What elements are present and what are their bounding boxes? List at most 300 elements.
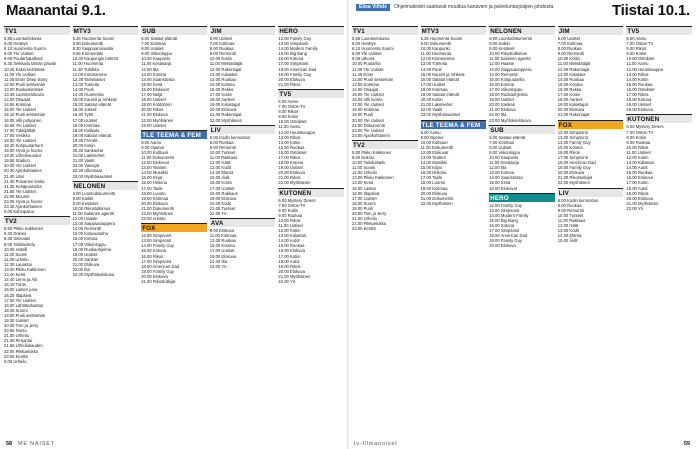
program-listing: 21.55 Yle Uutiset [4, 188, 36, 194]
program-listing: 15.00 Kotipuutarha [489, 76, 525, 82]
program-listing: 10.00 Kaupunki [420, 46, 450, 52]
program-listing: 15.00 Äidit [209, 175, 230, 181]
program-listing: 11.45 Enter Deep Story [4, 76, 48, 82]
program-listing: 13.40 Kesä [4, 272, 26, 278]
program-listing: 13.00 Rikos [626, 71, 649, 77]
schedule-column [558, 24, 624, 435]
program-listing: 21.00 Elokuva [489, 107, 516, 113]
program-listing: 17.00 Neljä [141, 92, 163, 98]
program-listing: 15.30 Salatut elämät [72, 102, 112, 108]
program-listing: 18.00 Uutiset [141, 97, 166, 103]
program-listing: 20.30 Sankaritar [72, 148, 104, 154]
program-listing: 16.55 Yle Uutiset [4, 122, 36, 128]
channel-header: HERO [278, 26, 344, 35]
program-listing: 20.00 Elokuva [557, 170, 585, 176]
program-listing: 18.00 Yle Uutiset [4, 137, 36, 143]
program-listing: 19.00 Rikos [278, 263, 301, 269]
program-listing: 19.00 Puoli [352, 205, 373, 211]
left-page-footer [6, 438, 342, 447]
program-listing: 13.00 Kalastus [626, 160, 655, 166]
program-listing: 15.00 Kirjat [141, 175, 163, 181]
program-listing: 19.30 Frendit [72, 137, 98, 143]
program-listing: 12.00 Huutokauppa [626, 66, 663, 72]
program-listing: 11.00 Uutiset [278, 223, 303, 228]
left-day-title: Maanantai 9.1. [6, 2, 106, 19]
program-listing: 19.00 Uutiset [72, 251, 98, 257]
program-listing: 12.00 Häät [557, 223, 579, 228]
program-listing: 22.30 Ulkomaat [72, 168, 102, 174]
program-listing: 7.00 Ostos-TV [626, 129, 654, 135]
program-listing: 19.00 Uutiset [489, 97, 514, 103]
program-listing: 6.00 Aamu [626, 36, 647, 41]
program-listing: 12.00 Haaste [72, 216, 98, 222]
program-listing: 21.00 Myöhäinen [626, 200, 659, 206]
program-listing: 22.00 Ilta [489, 112, 507, 118]
program-listing: 13.00 Saippuaooppera [72, 221, 115, 227]
program-listing: 17.00 Simpsonit [489, 228, 520, 234]
program-listing: 9.35 Sinivalas [4, 236, 31, 242]
program-listing: 8.00 Aamu [420, 129, 441, 135]
program-listing: 9.00 Kotiin [278, 114, 299, 120]
program-listing: 15.00 Ruokaa [278, 243, 305, 249]
program-listing: 17.00 Uutiset [209, 185, 235, 191]
program-listing: 12.00 Elokuvat [141, 160, 169, 166]
program-listing: 23.00 Kenttä [352, 226, 376, 232]
program-listing: 20.00 Elokuva [420, 190, 448, 196]
program-listing: 18.00 Kotimaa [420, 86, 448, 92]
program-listing: 21.00 Dokumentti [352, 122, 385, 128]
left-schedule-columns [4, 24, 344, 435]
program-listing: 12.00 Häät [209, 160, 231, 166]
program-listing: 21.00 Myöhäinen [278, 273, 311, 279]
program-listing: 13.00 Kalastus [557, 71, 586, 77]
program-listing: 12.00 Simpsonit [141, 233, 172, 239]
program-listing: 8.00 Ruokaa [557, 46, 582, 52]
program-listing: 21.00 Tunteet [209, 205, 236, 211]
program-listing: 6.00 Luontodokumentti [72, 190, 116, 196]
program-listing: 9.00 Elokuva [209, 228, 234, 234]
program-listing: 19.00 Kalastajat [557, 102, 588, 108]
program-listing: 21.00 Dokumentti [141, 205, 175, 211]
program-listing: 21.30 Punainen lanka [4, 178, 45, 184]
program-listing: 18.00 Aarteet [209, 97, 235, 103]
program-listing: 19.00 Kotimaa [420, 185, 448, 191]
program-listing: 18.00 Ruokaohjelma [489, 92, 528, 98]
program-listing: 13.00 Simpsonit [557, 134, 588, 140]
program-listing: 15.00 Kotipuutarha [72, 231, 108, 237]
program-listing: 18.00 Luonto [141, 190, 166, 196]
program-listing: 10.00 Ostokset [626, 56, 655, 62]
program-listing: 6.00 Kodin kunnostus [557, 197, 599, 203]
right-schedule-columns [352, 24, 692, 435]
program-listing: 15.00 Kotona [557, 81, 583, 87]
program-listing: 14.00 Kesä [352, 180, 374, 186]
channel-header: AVA [210, 218, 276, 227]
program-listing: 21.00 Elokuva [141, 112, 168, 118]
program-listing: 9.00 Dokumentti [420, 41, 452, 47]
program-listing: 23.00 Myöhäisuutiset [72, 173, 113, 179]
program-listing: 23.00 Arkisto [141, 216, 166, 222]
program-listing: 19.00 Kotimaa [141, 195, 169, 201]
program-listing: 19.00 Uutiset [626, 102, 652, 108]
program-listing: 19.00 Kotitohtori [141, 102, 172, 108]
program-listing: 11.00 Aamu [626, 61, 649, 67]
right-day-title: Tiistai 10.1. [611, 2, 690, 19]
program-listing: 22.00 Myöhäinen [141, 117, 174, 123]
program-listing: 11.00 Dokumentti [141, 154, 174, 160]
program-listing: 14.00 Autot [278, 238, 300, 244]
program-listing: 14.00 Modern Family [278, 46, 318, 52]
program-listing: 15.00 Kotona [209, 81, 235, 87]
program-listing: 14.00 Family Guy [141, 243, 175, 249]
program-listing: 17.00 Viikonloppu [489, 86, 523, 92]
program-listing: 16.00 Kotiin [209, 180, 232, 186]
program-listing: 21.00 Urheilu [4, 333, 29, 339]
program-listing: 8.00 Kotiin [626, 134, 647, 140]
program-listing: 20.00 Tom ja Jerry [352, 211, 387, 216]
program-listing: 19.55 Stadion [4, 158, 30, 164]
program-listing: 7.00 Kotimaa [489, 139, 514, 145]
program-listing: 23.00 Ajankohtainen [352, 132, 390, 138]
program-listing: 22.00 Yö [626, 205, 644, 211]
program-listing: 22.05 Muumit [4, 193, 30, 199]
program-listing: 8.00 Kaikki [72, 195, 94, 201]
program-listing: 12.00 Haaste [489, 61, 515, 67]
program-listing: 8.00 Ruokaa [209, 46, 234, 52]
program-listing: 19.00 Elokuva [209, 195, 237, 201]
program-listing: 17.00 Uutiset [209, 248, 235, 254]
program-listing: 17.00 Kotiin [557, 92, 580, 98]
program-listing: 11.00 Huomenta [72, 61, 104, 67]
program-listing: 17.00 Yle Uutiset [4, 297, 36, 303]
schedule-column [278, 24, 344, 435]
program-listing: 14.00 Puoli [420, 66, 442, 72]
channel-header: JIM [558, 26, 624, 35]
program-listing: 19.00 Salatut elämät [420, 92, 460, 98]
program-listing: 14.00 Musiikki [420, 160, 448, 166]
program-listing: 11.00 Yle Uutiset [4, 71, 36, 77]
program-listing: 16.00 Villi luonto [352, 97, 383, 103]
program-listing: 16.30 Tyttö [72, 112, 94, 118]
right-magazine-name: tv-filmanoiset [354, 441, 398, 447]
program-listing: 23.05 Hyvä ja huono [4, 199, 43, 204]
program-listing: 11.00 Kotimaa [209, 233, 237, 239]
program-listing: 18.00 Autot [626, 185, 648, 191]
program-listing: 20.30 Ajankohtainen [4, 168, 42, 174]
program-listing: 11.00 Metsästäjät [209, 61, 243, 67]
program-listing: 19.00 Family Guy [489, 238, 523, 244]
channel-header: NELONEN [489, 26, 555, 35]
program-listing: 13.00 Rikos [278, 134, 301, 140]
program-listing: 14.00 Kotiin [278, 139, 301, 145]
program-listing: 17.00 Kotiin [209, 92, 232, 98]
right-page-header [354, 0, 690, 22]
program-listing: 17.05 Vesikko [4, 132, 31, 138]
program-listing: 6.00 Herätys [352, 41, 376, 47]
program-listing: 6.00 Mystery Diners [278, 197, 316, 203]
program-listing: 12.00 Ilta [489, 165, 507, 171]
program-listing: 21.00 Elokuva [72, 261, 100, 267]
channel-header: SUB [141, 26, 207, 35]
program-listing: 12.00 Ilta [141, 66, 159, 72]
program-listing: 16.00 Kotona [489, 81, 515, 87]
program-listing: 20.00 Elokuva [141, 273, 168, 279]
program-listing: 5.50 Pikku Kakkonen [352, 149, 392, 155]
program-listing: 16.00 Rekka [209, 86, 234, 92]
program-listing: 17.00 Uutiset [352, 195, 377, 201]
schedule-column [352, 24, 418, 435]
program-listing: 20.00 Tom ja Jerry [4, 323, 39, 329]
program-listing: 22.00 Yle Uutiset [352, 127, 384, 133]
program-listing: 10.00 Tunteet [209, 149, 236, 155]
program-listing: 14.00 Puoli [72, 86, 94, 92]
program-listing: 16.00 Iltapäivä [352, 190, 380, 196]
program-listing: 13.00 Kalastus [209, 71, 238, 77]
channel-header: LIV [558, 188, 624, 197]
program-listing: 14.00 Musiikki [141, 170, 168, 176]
program-listing: 21.30 Perjantai [4, 338, 33, 344]
program-listing: 16.05 Villi pohjoinen [4, 117, 42, 123]
program-listing: 15.00 Kotona [557, 144, 583, 150]
program-listing: 22.00 Myöhäinen [420, 200, 453, 206]
program-listing: 12.00 Elokuvat [420, 149, 449, 155]
program-listing: 8.00 Uutiset [141, 46, 164, 52]
program-listing: 18.00 Ruokaohjelma [72, 246, 112, 252]
program-listing: 20.00 Kotiin [420, 97, 443, 103]
program-listing: 14.00 Ruokaa [557, 76, 584, 82]
program-listing: 13.00 Pikku Kakkonen [352, 175, 394, 181]
program-listing: 9.00 Viikonloppu [489, 149, 521, 155]
program-listing: 17.00 Yle Uutiset [352, 102, 384, 108]
program-listing: 13.00 Kotona [489, 170, 515, 176]
program-listing: 22.00 Vaalit [420, 107, 443, 113]
program-listing: 11.00 Kesäsarja [489, 160, 520, 166]
program-listing: 19.30 Uutiset [4, 317, 29, 323]
program-listing: 20.00 Elokuva [626, 195, 653, 201]
program-listing: 17.00 Tukkijätkät [4, 127, 36, 133]
program-listing: 22.00 Vainajat [72, 163, 100, 169]
channel-header: LIV [210, 125, 276, 134]
program-listing: 13.00 Ruokaministeri [4, 86, 44, 92]
program-listing: 23.00 Myöhäiselokuva [489, 117, 531, 123]
program-listing: 23.35 Ajankohtainen [4, 204, 42, 210]
program-listing: 10.00 Rikostutkimus [489, 51, 527, 57]
program-listing: 16.00 Kotona [72, 236, 98, 242]
program-listing: 7.00 Ostos-TV [278, 104, 306, 110]
program-listing: 23.00 Myöhäisuutiset [420, 112, 461, 118]
program-listing: 15.00 Kotona [209, 243, 235, 249]
program-listing: 21.00 Lakimiehet [72, 153, 105, 159]
program-listing: 23.05 Kenttä [4, 353, 28, 359]
program-listing: 18.00 American Dad [278, 66, 317, 72]
program-listing: 10.00 Ostokset [278, 119, 307, 125]
program-listing: 19.00 Family Guy [141, 268, 175, 274]
channel-header: TV2 [4, 216, 70, 225]
program-listing: 8.00 Ruokaa [557, 202, 582, 208]
channel-header: MTV3 [73, 26, 139, 35]
program-listing: 18.00 Autot [278, 258, 300, 264]
program-listing: 13.00 Kalastus [278, 233, 307, 239]
program-listing: 11.00 Salainen agentti [72, 211, 114, 216]
program-listing: 15.00 Kotona [141, 248, 167, 254]
program-listing: 10.00 Kaupunki [489, 154, 519, 160]
program-listing: 14.00 Elämä [209, 170, 234, 176]
program-listing: 21.00 Rakentajat [557, 112, 590, 118]
program-listing: 20.00 Elokuva [209, 107, 237, 113]
program-listing: 10.00 Tunteet [557, 212, 584, 218]
program-listing: 6.10 Huomenta Suomi [352, 46, 394, 52]
program-listing: 21.35 Kesäpuutarha [4, 183, 42, 189]
program-listing: 12.00 Simpsonit [557, 129, 588, 135]
program-listing: 6.00 Uutiset [557, 36, 581, 41]
right-page-footer [354, 438, 690, 447]
program-listing: 9.00 Opetus [420, 134, 444, 140]
program-listing: 17.00 Rikos [626, 92, 649, 98]
program-listing: 14.00 Osaajat [352, 86, 379, 92]
program-listing: 15.00 Kauniit ja rohkeat [420, 71, 465, 77]
channel-header: TV5 [278, 89, 344, 98]
provider-logo: Elisa Viihde [356, 4, 390, 11]
program-listing: 9.00 Yle Uutiset [4, 51, 34, 57]
program-listing: 15.00 Kesä [141, 81, 163, 87]
program-listing: 16.00 Elokuva [278, 248, 305, 254]
program-listing: 20.00 Elokuva [278, 76, 305, 82]
program-listing: 13.00 Teatteri [420, 154, 446, 160]
program-listing: 14.00 Remontti [72, 226, 101, 232]
program-listing: 22.00 Myöhäinen [209, 117, 242, 123]
program-listing: 20.00 Elokuva [278, 268, 305, 274]
program-listing: 13.00 Tunteita [420, 61, 448, 67]
program-listing: 21.00 Rikos [278, 81, 301, 87]
left-magazine-name: ME NAISET [18, 441, 55, 447]
program-listing: 10.05 Hotelli [4, 246, 28, 252]
program-listing: 16.00 Rikos [557, 149, 580, 155]
program-listing: 14.00 Osaajat [4, 97, 31, 103]
program-listing: 10.00 Kotiin [557, 56, 580, 62]
schedule-column [421, 24, 487, 435]
channel-header: TV2 [352, 140, 418, 149]
program-listing: 15.00 Kauniit ja rohkeat [72, 97, 117, 103]
program-listing: 20.00 Sankari [72, 256, 99, 262]
program-listing: 0.05 Kahvipaluu [4, 209, 35, 215]
program-listing: 9.00 Yle Uutiset [352, 51, 382, 57]
program-listing: 11.00 Huomenta [420, 51, 452, 57]
program-listing: 11.00 Suomi [4, 251, 28, 257]
program-listing: 15.00 Kesä [489, 180, 511, 186]
program-listing: 13.00 Kotona [141, 71, 167, 77]
program-listing: 19.00 Puoli seitsemän [4, 312, 46, 318]
program-listing: 6.00 Salatut elämät [489, 134, 526, 140]
program-listing: 18.00 American Dad [489, 233, 528, 239]
program-listing: 8.00 Rikos [626, 46, 647, 52]
program-listing: 9.35 Seikkailu tämän päivän [4, 61, 57, 67]
program-listing: 14.00 Remontti [489, 71, 518, 77]
program-listing: 12.00 Huutokauppa [278, 129, 315, 135]
program-listing: 21.00 Rakentajat [209, 112, 242, 118]
program-listing: 18.00 American Dad [557, 160, 596, 166]
program-listing: 14.00 Kotiin [626, 76, 649, 82]
program-listing: 21.00 Ulos [4, 173, 25, 179]
program-listing: 23.00 Yö [209, 263, 227, 269]
program-listing: 5.50 Pikku Kakkonen [4, 226, 44, 232]
program-listing: 16.00 Kotona [489, 223, 515, 228]
program-listing: 15.00 Big Bang [278, 51, 308, 57]
program-listing: 12.30 Tanssiaiset [72, 76, 105, 82]
program-listing: 6.25 Huomenta Suomi [420, 36, 463, 41]
program-listing: 20.00 Elokuva [141, 200, 168, 206]
right-page-number: 59 [683, 441, 690, 447]
program-listing: 19.00 Rikos [626, 190, 649, 196]
schedule-column [626, 24, 692, 435]
program-listing: 17.00 Uutiset [420, 81, 446, 87]
program-listing: 19.00 Family Guy [557, 165, 591, 171]
program-listing: 9.00 Opetus [141, 144, 165, 150]
program-listing: 10.00 Taitoluistelu [352, 160, 386, 166]
program-listing: 11.45 Enter [352, 71, 374, 77]
channel-header: TV5 [626, 26, 692, 35]
program-listing: 15.00 Ruokaa [278, 144, 305, 150]
program-listing: 8.00 Kotiin [278, 207, 299, 213]
program-listing: 9.00 Kesäiset [72, 200, 98, 206]
program-listing: 19.00 Hyvä ja huono [4, 148, 43, 154]
program-listing: 21.00 Dokumentti [420, 195, 454, 201]
program-listing: 20.00 Yle Uutiset [4, 163, 36, 169]
channel-header: TV1 [4, 26, 70, 35]
program-listing: 16.00 Historia [141, 180, 168, 186]
program-listing: 19.30 Urheiluruudut [4, 153, 41, 159]
program-listing: 9.00 Remontti [557, 207, 584, 213]
program-listing: 20.00 Yle Uutiset [352, 117, 384, 123]
program-listing: 9.55 Emmerdale [72, 51, 104, 57]
program-listing: 9.05 Taitoluistelu [4, 241, 36, 247]
program-listing: 9.30 Dokino [4, 231, 27, 237]
program-listing: 16.00 Elokuvat [489, 185, 517, 191]
program-listing: 16.00 Rikos [141, 253, 164, 259]
program-listing: 5.55 Luontoelokuvia [352, 36, 390, 41]
program-listing: 9.00 Dokino [352, 154, 375, 160]
program-listing: 18.00 Lähtötarkastus [4, 302, 44, 308]
program-listing: 9.00 Dokumentti [72, 41, 104, 47]
program-listing: 20.00 Elokuva [489, 243, 516, 249]
program-listing: 15.10 Tuhto [4, 282, 27, 288]
program-listing: 18.00 Rakkaus [209, 190, 238, 196]
program-listing: 12.00 Kotiin [278, 228, 301, 234]
program-listing: 14.00 Autot [626, 165, 648, 171]
program-listing: 19.00 Salatut elämät [72, 132, 112, 138]
program-listing: 8.00 Uutiset [489, 144, 512, 150]
program-listing: 11.00 Aamu [278, 124, 301, 130]
program-listing: 13.00 Kodit [557, 228, 579, 234]
program-listing: 19.00 Uutiset [278, 165, 304, 171]
program-listing: 23.00 Uutiset [141, 122, 166, 128]
channel-header: TLE TEEMA & FEM [421, 120, 487, 129]
program-listing: 5.55 Luontoelokuvia [4, 36, 42, 41]
program-listing: 6.00 Mystery Diners [626, 124, 664, 130]
program-listing: 21.00 Lakimiehet [420, 102, 453, 108]
program-listing: 13.00 Ruokaa [209, 238, 236, 244]
channel-header: NELONEN [73, 181, 139, 190]
program-listing: 22.05 Pikkuelukka [4, 348, 38, 354]
program-listing: 16.00 Ostokset [278, 149, 307, 155]
program-listing: 6.00 Aamu [278, 98, 299, 104]
program-listing: 13.00 Simpsonit [278, 41, 309, 47]
program-listing: 19.00 Puoli [352, 112, 373, 118]
program-listing: 15.00 Ruokaa [626, 81, 653, 87]
program-listing: 11.00 Salainen agentti [489, 56, 531, 62]
channel-header: SUB [489, 125, 555, 134]
program-listing: 10.00 Rikos [278, 217, 301, 223]
program-listing: 7.00 Kotimaa [141, 41, 166, 47]
